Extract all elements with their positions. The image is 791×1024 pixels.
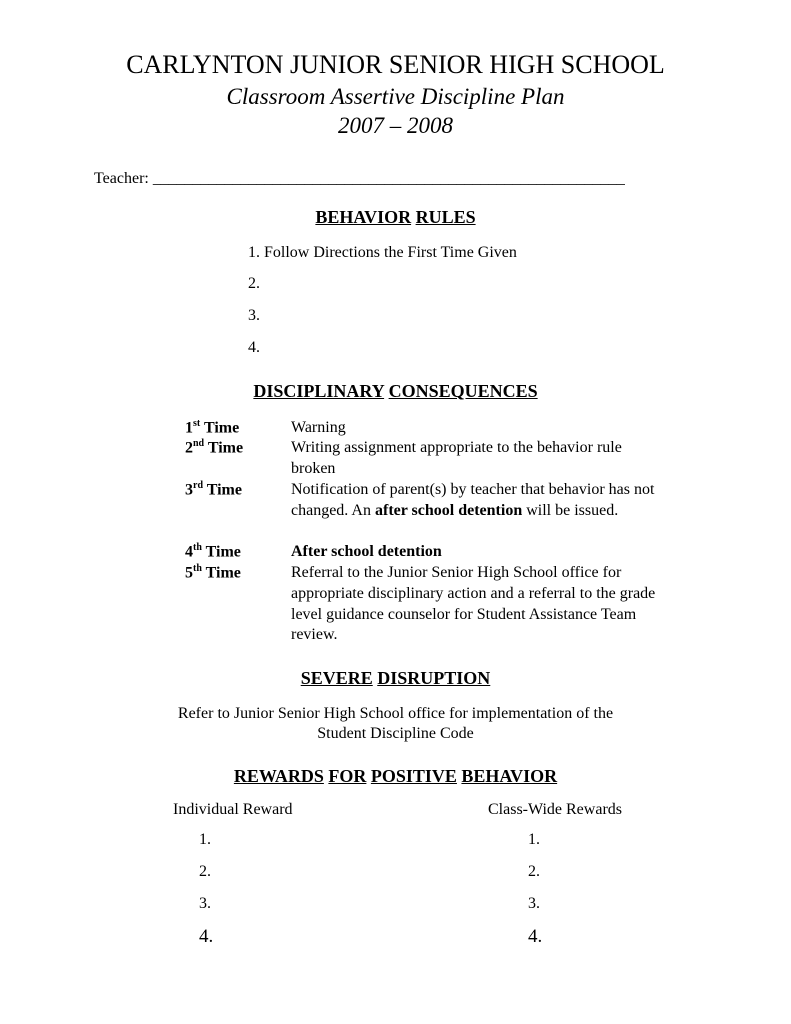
- list-item: 4.: [199, 926, 214, 947]
- heading-word: DISRUPTION: [377, 668, 491, 688]
- classwide-reward-label: Class-Wide Rewards: [488, 801, 622, 818]
- list-item: 1.: [199, 831, 211, 848]
- severe-disruption-text: Refer to Junior Senior High School office for implementation of the Student Discipline Code: [177, 705, 614, 742]
- severe-disruption-heading: [0, 668, 791, 689]
- heading-word: RULES: [415, 207, 476, 227]
- behavior-rules-heading: [0, 207, 791, 228]
- heading-word: BEHAVIOR: [315, 207, 412, 227]
- heading-word: BEHAVIOR: [461, 766, 558, 786]
- plan-subtitle: Classroom Assertive Discipline Plan: [226, 84, 565, 109]
- school-year: 2007 – 2008: [338, 113, 453, 138]
- rewards-heading: [0, 766, 791, 787]
- list-item: 3.: [199, 895, 211, 912]
- heading-word: DISCIPLINARY: [253, 381, 385, 401]
- teacher-line[interactable]: ___________________________________________________________: [152, 170, 625, 187]
- list-item: 2.: [528, 863, 540, 880]
- consequence-text: After school detention: [291, 543, 442, 560]
- list-item: 2.: [199, 863, 211, 880]
- heading-word: SEVERE: [300, 668, 373, 688]
- list-item: 3.: [248, 307, 260, 324]
- consequence-label: 2nd Time: [185, 438, 244, 457]
- consequences-heading: [0, 381, 791, 402]
- list-item: 4.: [248, 339, 260, 356]
- heading-word: FOR: [328, 766, 367, 786]
- teacher-label: Teacher:: [94, 170, 149, 187]
- consequence-text: Warning: [291, 419, 346, 436]
- heading-word: REWARDS: [233, 766, 324, 786]
- consequence-label: 3rd Time: [185, 480, 242, 499]
- school-title: CARLYNTON JUNIOR SENIOR HIGH SCHOOL: [126, 50, 665, 79]
- consequence-label: 5th Time: [185, 563, 241, 582]
- consequence-label: 4th Time: [185, 542, 241, 561]
- heading-word: POSITIVE: [370, 766, 457, 786]
- consequence-label: 1st Time: [185, 418, 240, 437]
- list-item: 4.: [528, 926, 543, 947]
- individual-reward-label: Individual Reward: [173, 801, 293, 818]
- list-item: 2.: [248, 275, 260, 292]
- list-item: 3.: [528, 895, 540, 912]
- consequence-text: Referral to the Junior Senior High School office for appropriate disciplinary action and a referral to the grade level guidance counselor for Student Assistance Team review.: [291, 564, 656, 644]
- teacher-field[interactable]: [94, 170, 625, 188]
- consequence-text: Writing assignment appropriate to the behavior rule broken: [291, 439, 622, 477]
- heading-word: CONSEQUENCES: [388, 381, 538, 401]
- list-item: 1. Follow Directions the First Time Given: [248, 244, 517, 261]
- list-item: 1.: [528, 831, 540, 848]
- consequence-text: Notification of parent(s) by teacher that behavior has not changed. An after school detention will be issued.: [291, 481, 655, 519]
